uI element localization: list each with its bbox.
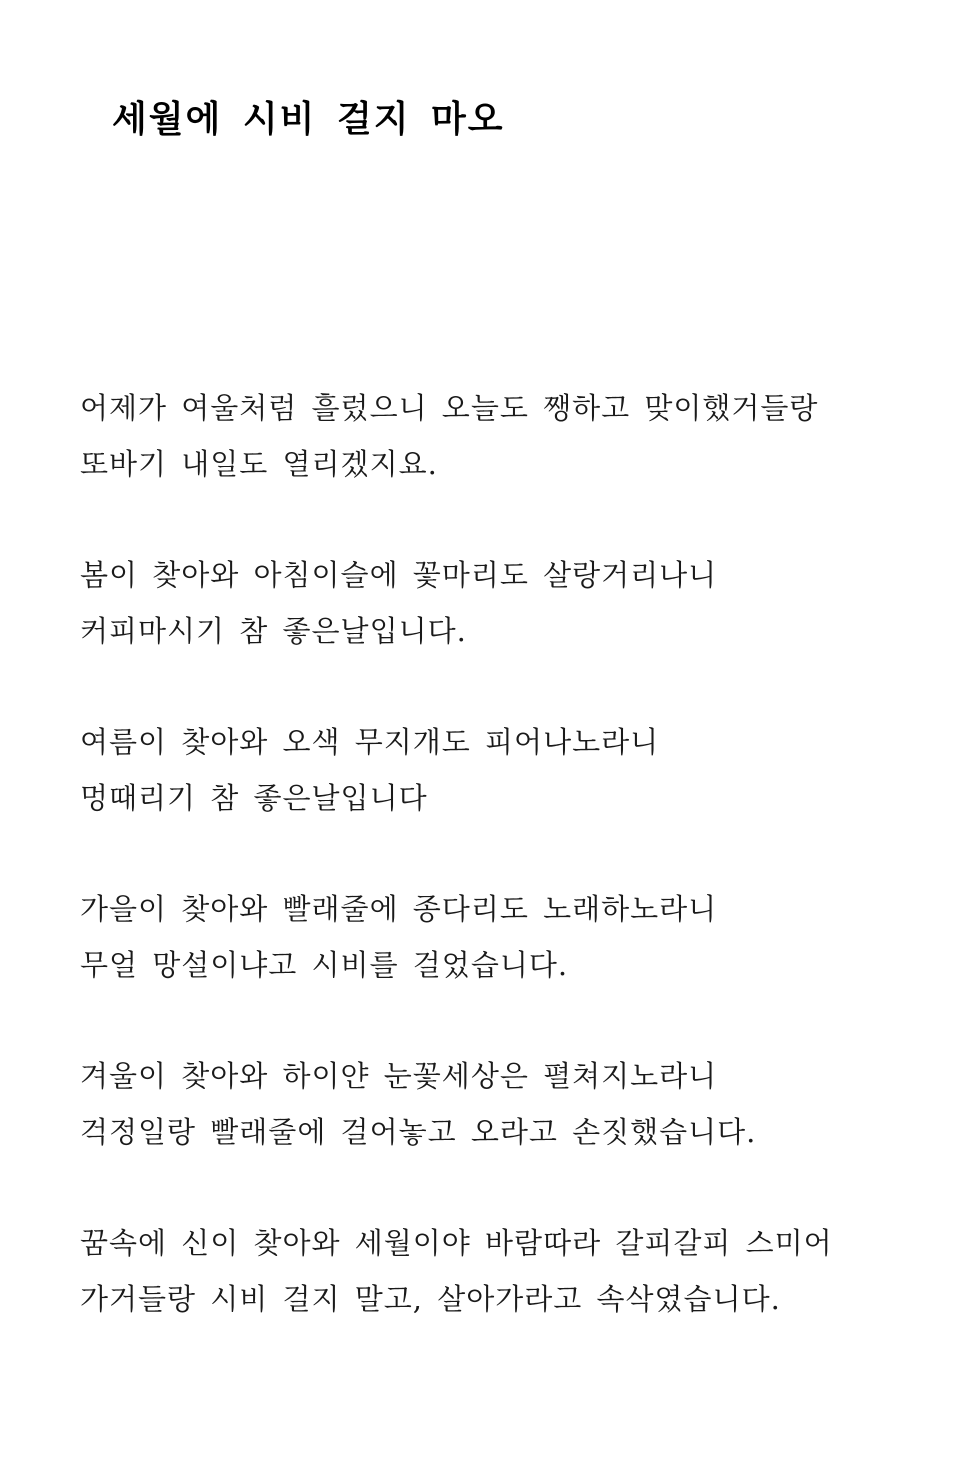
poem-line: 여름이 찾아와 오색 무지개도 피어나노라니 bbox=[80, 725, 660, 759]
poem-line: 가을이 찾아와 빨래줄에 종다리도 노래하노라니 bbox=[80, 892, 718, 926]
poem-line: 봄이 찾아와 아침이슬에 꽃마리도 살랑거리나니 bbox=[80, 558, 718, 592]
poem-line: 커피마시기 참 좋은날입니다. bbox=[80, 614, 467, 648]
stanza-5 bbox=[80, 1048, 940, 1160]
poem-line: 어제가 여울처럼 흘렀으니 오늘도 쨍하고 맞이했거들랑 bbox=[80, 391, 819, 425]
stanza-1 bbox=[80, 380, 940, 492]
poem-line: 걱정일랑 빨래줄에 걸어놓고 오라고 손짓했습니다. bbox=[80, 1115, 757, 1149]
poem-line: 겨울이 찾아와 하이얀 눈꽃세상은 펼쳐지노라니 bbox=[80, 1059, 718, 1093]
poem-line: 멍때리기 참 좋은날입니다 bbox=[80, 781, 428, 815]
poem-body bbox=[80, 380, 940, 1382]
stanza-2 bbox=[80, 547, 940, 659]
stanza-3 bbox=[80, 714, 940, 826]
poem-line: 또바기 내일도 열리겠지요. bbox=[80, 447, 438, 481]
poem-line: 가거들랑 시비 걸지 말고, 살아가라고 속삭였습니다. bbox=[80, 1282, 781, 1316]
stanza-4 bbox=[80, 881, 940, 993]
poem-line: 꿈속에 신이 찾아와 세월이야 바람따라 갈피갈피 스미어 bbox=[80, 1226, 833, 1260]
poem-line: 무얼 망설이냐고 시비를 걸었습니다. bbox=[80, 948, 569, 982]
stanza-6 bbox=[80, 1215, 940, 1327]
poem-title: 세월에 시비 걸지 마오 bbox=[112, 99, 505, 140]
